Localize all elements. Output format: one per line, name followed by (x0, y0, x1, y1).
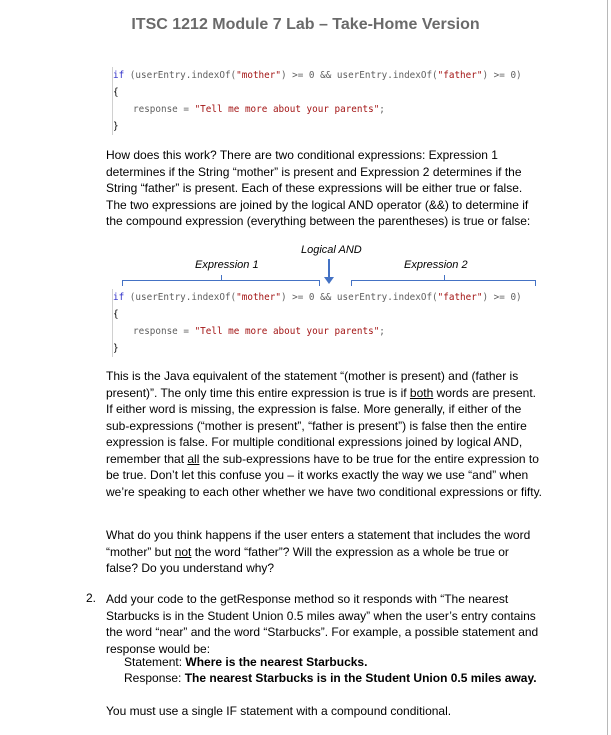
list-item-number: 2. (86, 591, 97, 605)
label-expression-2: Expression 2 (404, 259, 468, 271)
bracket-expression-2 (351, 280, 536, 286)
code-line-response: response = "Tell me more about your parents"; (133, 104, 385, 115)
code-line-if: if (userEntry.indexOf("mother") >= 0 && userEntry.indexOf("father") >= 0) (113, 70, 522, 81)
code-line-close-brace: } (113, 121, 119, 132)
label-logical-and: Logical AND (301, 244, 362, 256)
code-line-open-brace: { (113, 87, 119, 98)
bracket-expression-1 (122, 280, 320, 286)
task-footer-note: You must use a single IF statement with a compound conditional. (106, 704, 452, 718)
code-block-1 (112, 67, 563, 135)
task-instruction: Add your code to the getResponse method so it responds with “The nearest Starbucks is in the Student Union 0.5 miles away” when the user’s entry contains the word “near” and the word “Starbucks”. For example, a possible statement and response would be: (106, 592, 539, 656)
code-line-response: response = "Tell me more about your parents"; (133, 326, 385, 337)
document-title: ITSC 1212 Module 7 Lab – Take-Home Version (131, 16, 480, 33)
arrow-down-icon (328, 259, 330, 279)
code-line-close-brace: } (113, 343, 119, 354)
example-response: Response: The nearest Starbucks is in the Student Union 0.5 miles away. (124, 671, 537, 685)
paragraph-question: What do you think happens if the user enters a statement that includes the word “mother” but not the word “father”? Will the expression as a whole be true or false? Do you understand why? (106, 528, 531, 575)
code-line-open-brace: { (113, 309, 119, 320)
label-expression-1: Expression 1 (195, 259, 259, 271)
example-statement: Statement: Where is the nearest Starbucks. (124, 655, 368, 669)
paragraph-java-equivalent: This is the Java equivalent of the statement “(mother is present) and (father is present)”. The only time this entire expression is true is if both words are present. If either word is missing, the expression is false. More generally, if either of the sub-expressions (“mother is present”, “father is present”) is false then the entire expression is false. For multiple conditional expressions joined by logical AND, remember that all the sub-expressions have to be true for the entire expression to be true. Don’t let this confuse you – it works exactly the way we use “and” when we’re speaking to each other whether we have two conditional expressions or fifty. (106, 369, 543, 499)
code-block-2 (112, 289, 563, 357)
code-line-if: if (userEntry.indexOf("mother") >= 0 && userEntry.indexOf("father") >= 0) (113, 292, 522, 303)
paragraph-explanation: How does this work? There are two conditional expressions: Expression 1 determines if the String “mother” is present and Expression 2 determines if the String “father” is present. Each of these expressions will be either true or false. The two expressions are joined by the logical AND operator (&&) to determine if the compound expression (everything between the parentheses) is true or false: (106, 148, 531, 228)
